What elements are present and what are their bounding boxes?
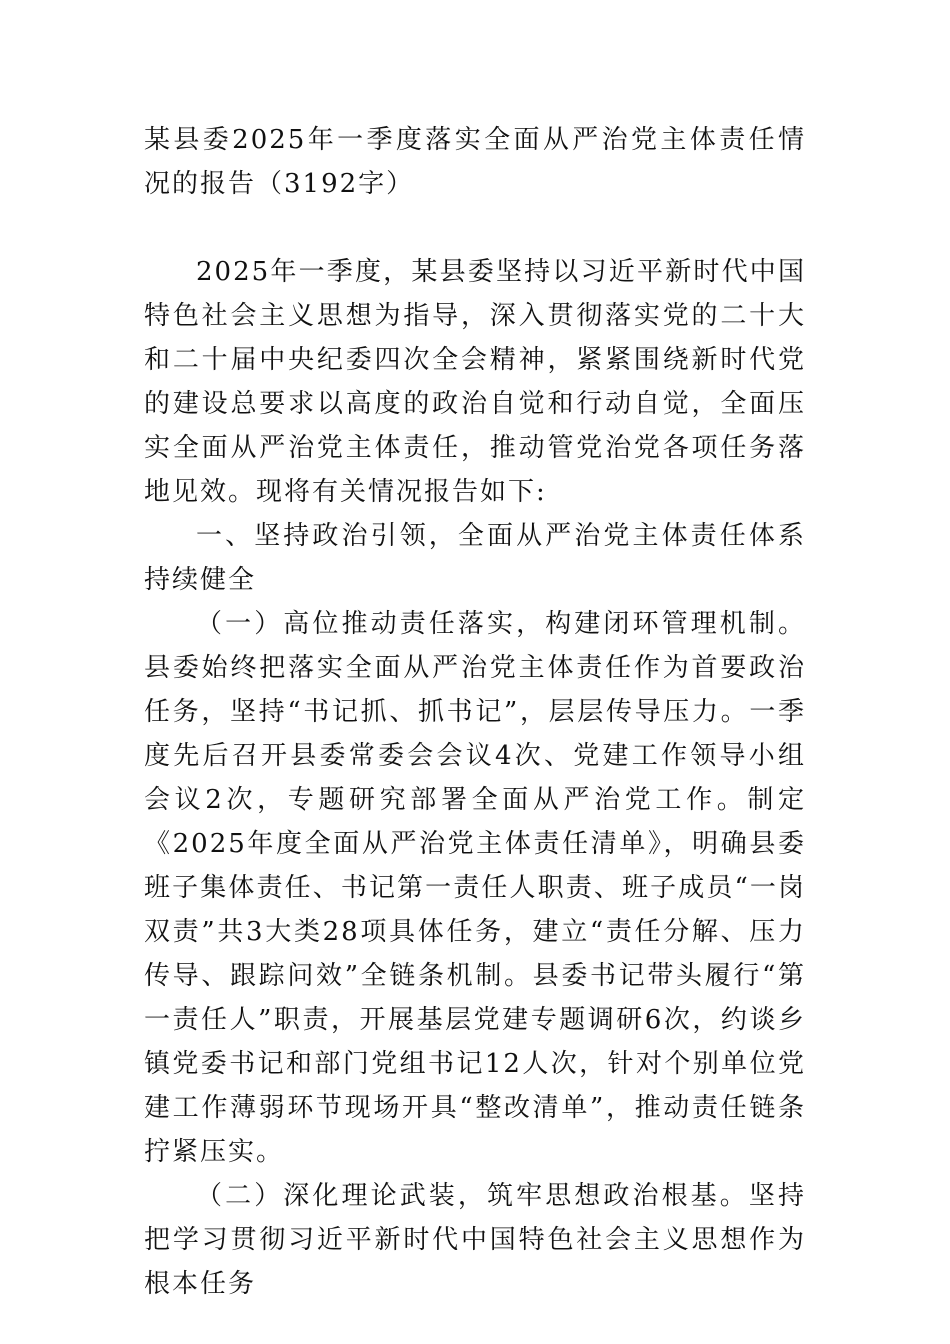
subsection-paragraph-2: （二）深化理论武装，筑牢思想政治根基。坚持把学习贯彻习近平新时代中国特色社会主义思想作为根本任务 xyxy=(144,1181,806,1299)
document-title: 某县委2025年一季度落实全面从严治党主体责任情况的报告（3192字） xyxy=(144,125,806,199)
section-heading-1: 一、坚持政治引领，全面从严治党主体责任体系持续健全 xyxy=(144,521,806,595)
document-body xyxy=(144,118,806,1306)
subsection-paragraph-1: （一）高位推动责任落实，构建闭环管理机制。县委始终把落实全面从严治党主体责任作为首要政治任务，坚持“书记抓、抓书记”，层层传导压力。一季度先后召开县委常委会会议4次、党建工作领导小组会议2次，专题研究部署全面从严治党工作。制定《2025年度全面从严治党主体责任清单》，明确县委班子集体责任、书记第一责任人职责、班子成员“一岗双责”共3大类28项具体任务，建立“责任分解、压力传导、跟踪问效”全链条机制。县委书记带头履行“第一责任人”职责，开展基层党建专题调研6次，约谈乡镇党委书记和部门党组书记12人次，针对个别单位党建工作薄弱环节现场开具“整改清单”，推动责任链条拧紧压实。 xyxy=(144,609,806,1167)
intro-paragraph: 2025年一季度，某县委坚持以习近平新时代中国特色社会主义思想为指导，深入贯彻落实党的二十大和二十届中央纪委四次全会精神，紧紧围绕新时代党的建设总要求以高度的政治自觉和行动自觉，全面压实全面从严治党主体责任，推动管党治党各项任务落地见效。现将有关情况报告如下: xyxy=(144,257,806,507)
